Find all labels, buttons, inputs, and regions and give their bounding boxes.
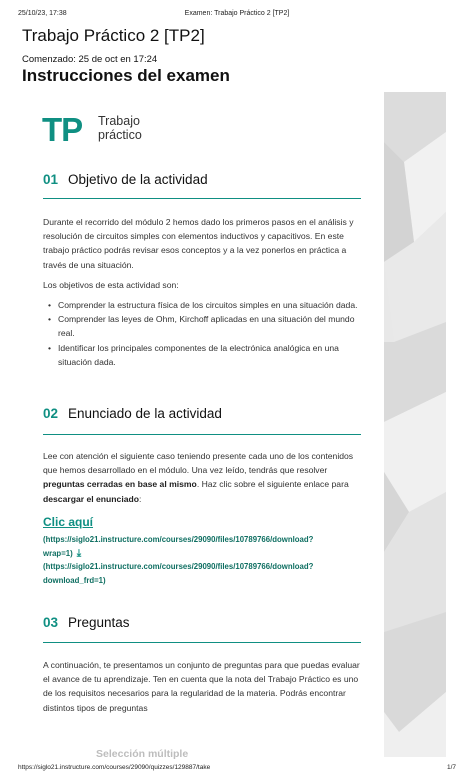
list-item: • Comprender las leyes de Ohm, Kirchoff aplicadas en una situación del mundo real. [58,312,358,340]
section-title: Enunciado de la actividad [68,406,222,421]
list-item: • Identificar los principales componentes de la electrónica analógica en una situación dada. [58,341,358,369]
print-title: Examen: Trabajo Práctico 2 [TP2] [184,10,290,17]
page-title: Trabajo Práctico 2 [TP2] [22,26,205,45]
print-url: https://siglo21.instructure.com/courses/29090/quizzes/129887/take [18,764,211,771]
tp-logo-mark: TP [42,111,83,148]
bold-segment: descargar el enunciado [43,493,139,504]
question-type-label: Selección múltiple [96,748,189,760]
tp-logo-line2: práctico [98,128,142,142]
section-number: 01 [43,172,59,187]
url-line: (https://siglo21.instructure.com/courses/29090/files/10789766/download? [43,535,314,544]
section-title: Objetivo de la actividad [68,172,208,187]
text-segment: . Haz clic sobre el siguiente enlace para [196,479,349,490]
decorative-side-panel [384,92,446,757]
download-icon[interactable]: ⤓ [76,548,82,559]
geometric-pattern [384,92,446,757]
section-divider [43,642,361,643]
url-line: wrap=1) [43,549,73,558]
url-line: (https://siglo21.instructure.com/courses/29090/files/10789766/download? [43,562,314,571]
download-url-wrap[interactable] [43,533,363,561]
print-footer [18,764,456,774]
section-title: Preguntas [68,615,130,630]
started-timestamp: Comenzado: 25 de oct en 17:24 [22,54,158,65]
tp-logo-line1: Trabajo [98,114,140,128]
print-header [18,10,456,22]
section-number: 02 [43,406,59,421]
section-02-text [43,449,361,506]
objectives-label: Los objetivos de esta actividad son: [43,280,179,290]
bold-segment: preguntas cerradas en base al mismo [43,479,197,490]
text-segment: Lee con atención el siguiente caso teniendo presente cada uno de los contenidos que hemos desarrollado en el módulo. Una vez leído, tendrás que resolver [43,451,354,476]
objectives-list [58,298,358,369]
section-03-text: A continuación, te presentamos un conjunto de preguntas para que puedas evaluar el avance de tu aprendizaje. Ten en cuenta que la nota del Trabajo Práctico es uno de los requisitos necesarios para la regularidad de la materia. Podrás encontrar distintos tipos de preguntas [43,660,360,713]
url-line: download_frd=1) [43,576,106,585]
text-segment: : [139,493,142,504]
instructions-title: Instrucciones del examen [22,66,230,85]
section-number: 03 [43,615,59,630]
section-01-intro: Durante el recorrido del módulo 2 hemos dado los primeros pasos en el análisis y resolución de circuitos simples con elementos inductivos y capacitivos. En este trabajo práctico podrás revisar esos conceptos y a la vez ponerlos en práctica a través de una situación. [43,217,354,270]
download-url-frd[interactable] [43,560,363,588]
print-page-number: 1/7 [446,764,456,771]
download-link[interactable]: Clic aquí [43,515,94,529]
tp-logo-text [98,114,142,142]
list-item: • Comprender la estructura física de los circuitos simples en una situación dada. [58,298,358,312]
print-datetime: 25/10/23, 17:38 [18,10,67,17]
section-divider [43,198,361,199]
section-divider [43,434,361,435]
